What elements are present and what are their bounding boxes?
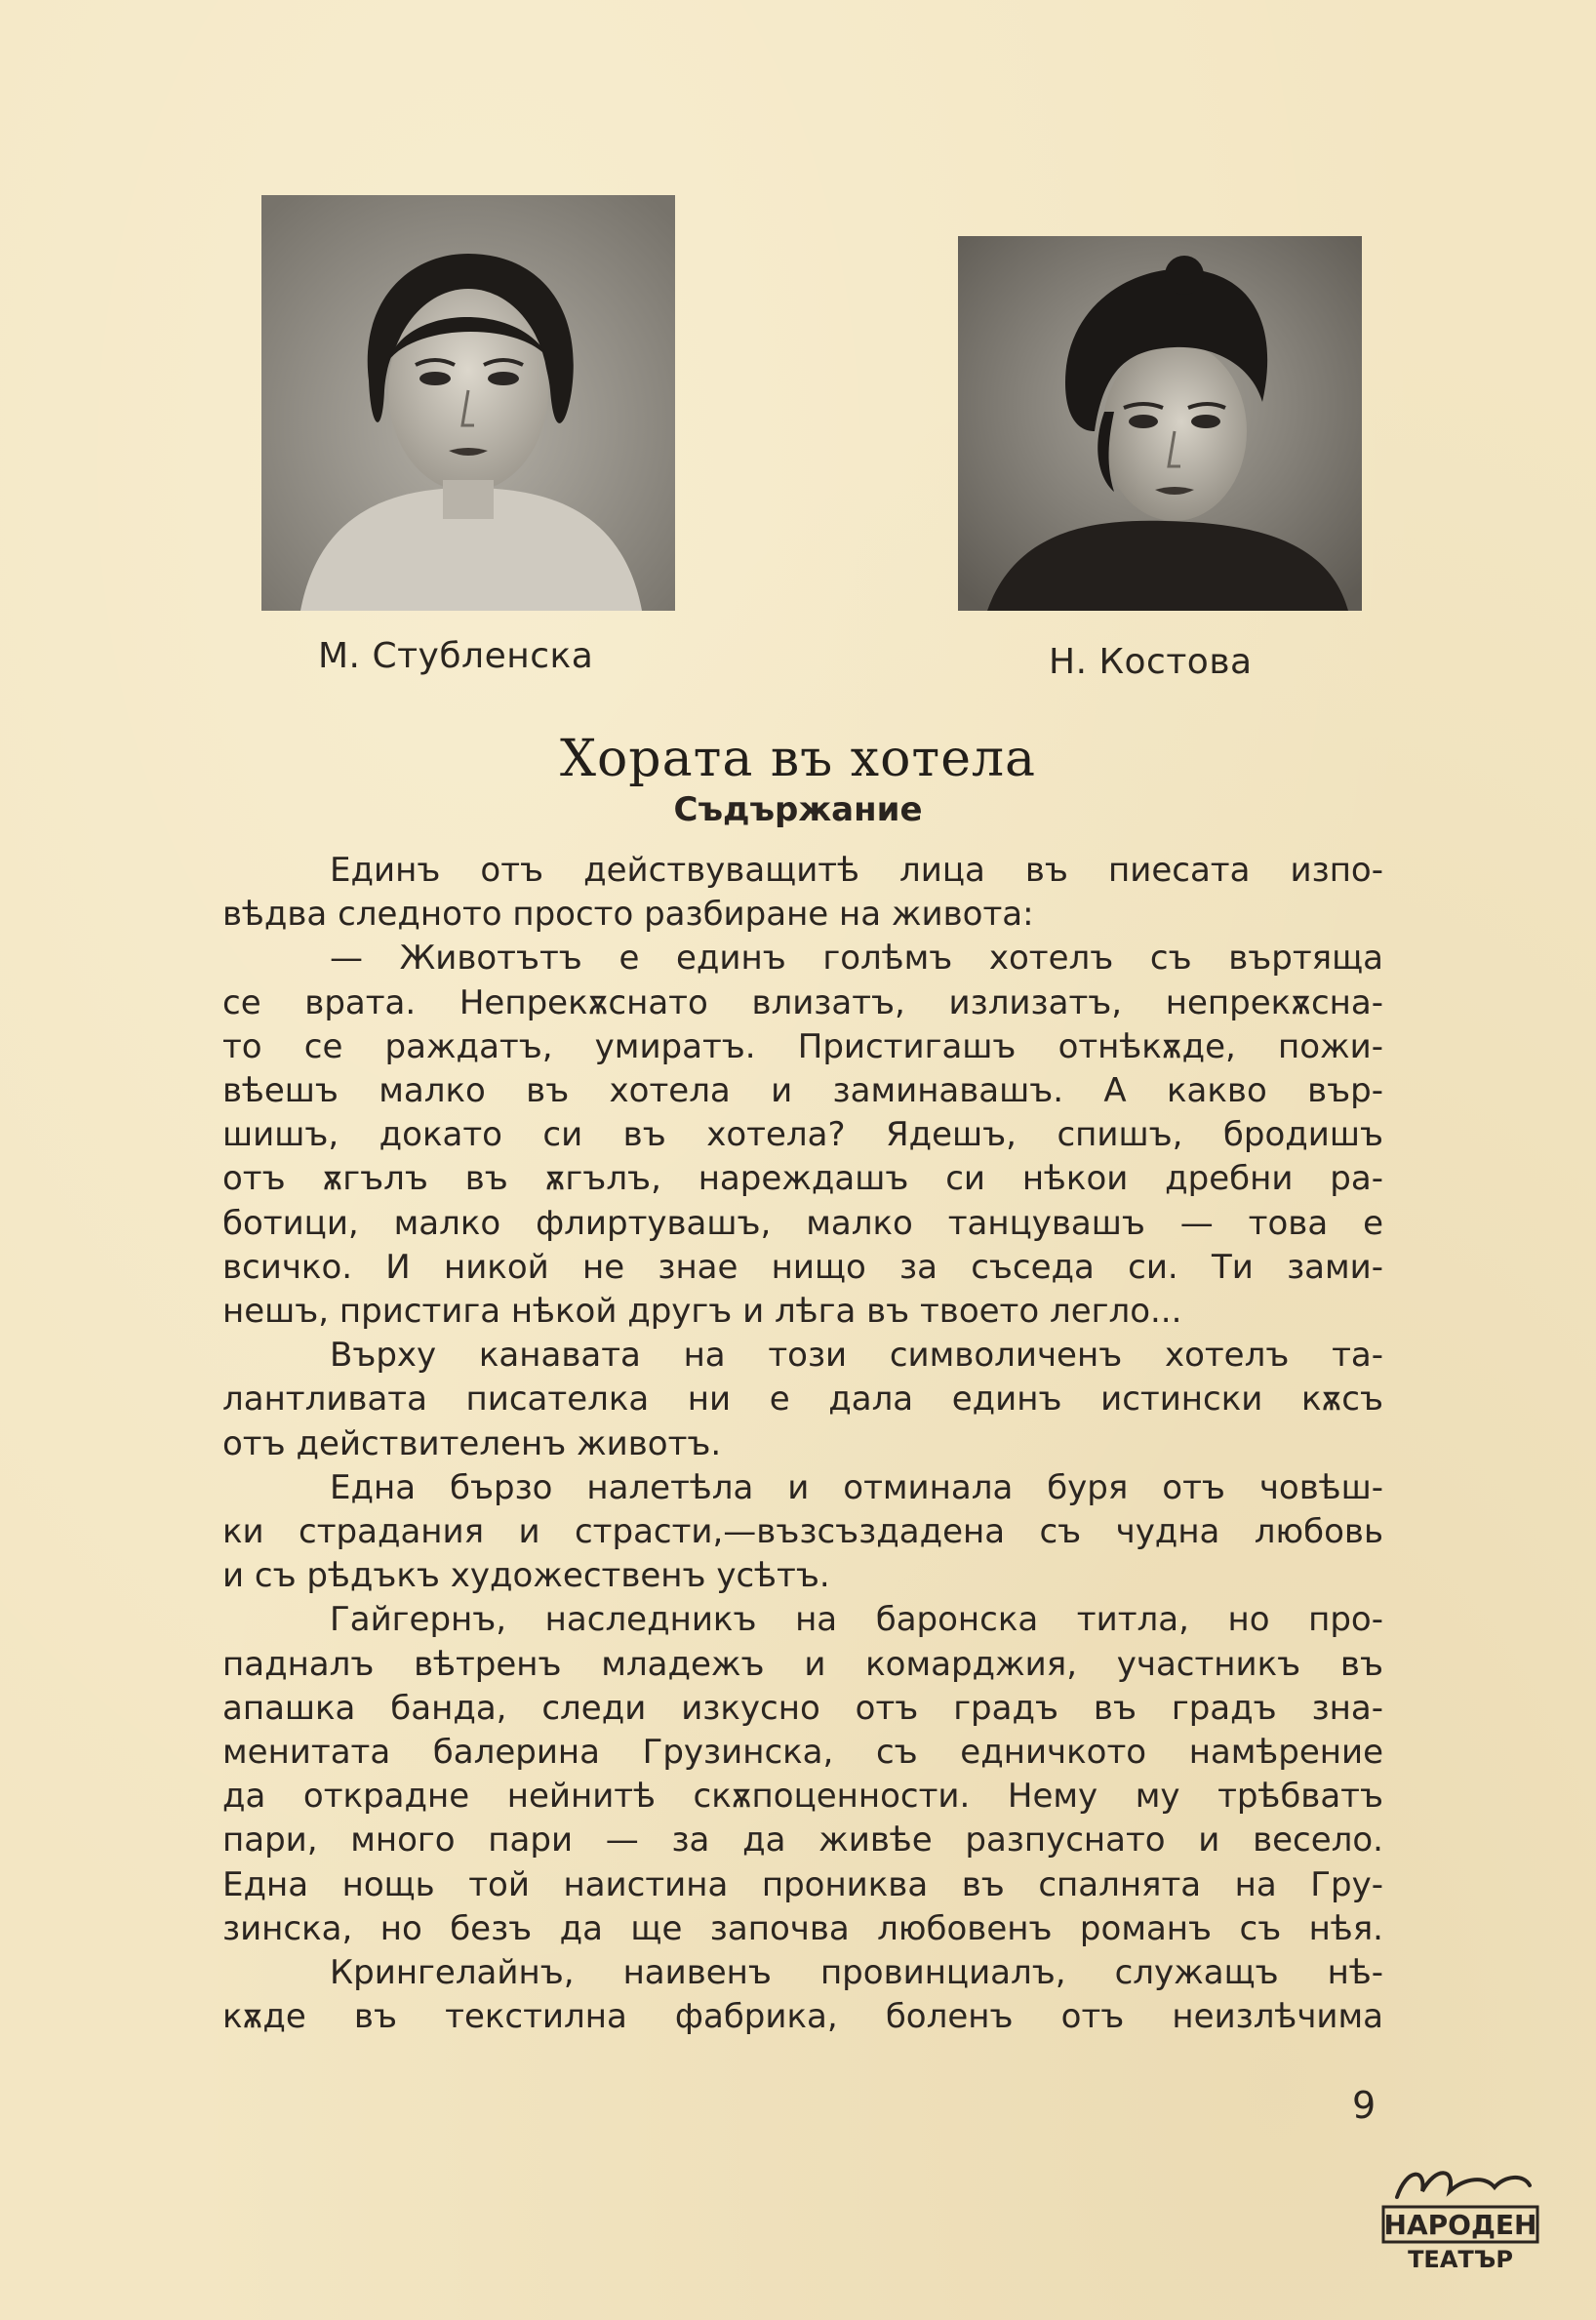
theatre-stamp (1377, 2158, 1543, 2275)
body-line: Гайгернъ, наследникъ на баронска титла, но про- (330, 1600, 1383, 1640)
body-line: да открадне нейнитѣ скѫпоценности. Нему му трѣбватъ (222, 1777, 1383, 1817)
body-line: нешъ, пристига нѣкой другъ и лѣга въ твоето легло... (222, 1292, 1182, 1332)
body-line: то се раждатъ, умиратъ. Пристигашъ отнѣкѫде, пожи- (222, 1026, 1383, 1066)
article-title: Хората въ хотела (559, 730, 1036, 788)
body-line: и съ рѣдъкъ художественъ усѣтъ. (222, 1556, 830, 1596)
body-line: се врата. Непрекѫснато влизатъ, излизатъ, непрекѫсна- (222, 982, 1383, 1022)
portrait-woman-hat-icon (958, 236, 1362, 611)
body-line: вѣдва следното просто разбиране на живота: (222, 895, 1034, 935)
body-line: Една бързо налетѣла и отминала буря отъ човѣш- (330, 1467, 1383, 1507)
body-line: отъ ѫгълъ въ ѫгълъ, нареждашъ си нѣкои дребни ра- (222, 1159, 1383, 1199)
body-line: лантливата писателка ни е дала единъ истински кѫсъ (222, 1380, 1383, 1420)
body-line: зинска, но безъ да ще започва любовенъ романъ съ нѣя. (222, 1908, 1383, 1948)
portrait-woman-icon (261, 195, 675, 611)
body-line: ки страдания и страсти,—възсъздадена съ чудна любовь (222, 1512, 1383, 1552)
stamp-line2: ТЕАТЪР (1408, 2246, 1513, 2273)
body-line: шишъ, докато си въ хотела? Ядешъ, спишъ, бродишъ (222, 1115, 1383, 1155)
body-line: — Животътъ е единъ голѣмъ хотелъ съ въртяща (330, 939, 1383, 979)
caption-right: Н. Костова (1049, 642, 1253, 682)
page-number: 9 (1352, 2084, 1377, 2127)
body-line: апашка банда, следи изкусно отъ градъ въ градъ зна- (222, 1688, 1383, 1728)
portrait-photo-left (261, 195, 675, 611)
body-line: Единъ отъ действуващитѣ лица въ пиесата изпо- (330, 851, 1383, 890)
portrait-photo-right (958, 236, 1362, 611)
body-line: всичко. И никой не знае нищо за съседа си. Ти зами- (222, 1247, 1383, 1287)
body-line: менитата балерина Грузинска, съ едничкото намѣрение (222, 1733, 1383, 1773)
body-line: кѫде въ текстилна фабрика, боленъ отъ неизлѣчима (222, 1997, 1383, 2037)
body-line: вѣешъ малко въ хотела и заминавашъ. А какво вър- (222, 1071, 1383, 1111)
body-line: Върху канавата на този символиченъ хотелъ та- (330, 1336, 1383, 1376)
theatre-stamp-icon (1377, 2158, 1543, 2275)
body-line: отъ действителенъ животъ. (222, 1423, 722, 1463)
caption-left: М. Стубленска (318, 636, 594, 676)
body-line: Една нощь той наистина прониква въ спалнята на Гру- (222, 1864, 1383, 1904)
body-line: ботици, малко флиртувашъ, малко танцувашъ — това е (222, 1203, 1383, 1243)
body-line: пари, много пари — за да живѣе разпуснато и весело. (222, 1820, 1383, 1860)
body-line: Крингелайнъ, наивенъ провинциалъ, служащъ нѣ- (330, 1953, 1383, 1993)
body-line: падналъ вѣтренъ младежъ и комарджия, участникъ въ (222, 1644, 1383, 1684)
stamp-line1: НАРОДЕН (1383, 2209, 1537, 2241)
article-subtitle: Съдържание (673, 790, 923, 829)
article-body (222, 849, 1383, 2039)
